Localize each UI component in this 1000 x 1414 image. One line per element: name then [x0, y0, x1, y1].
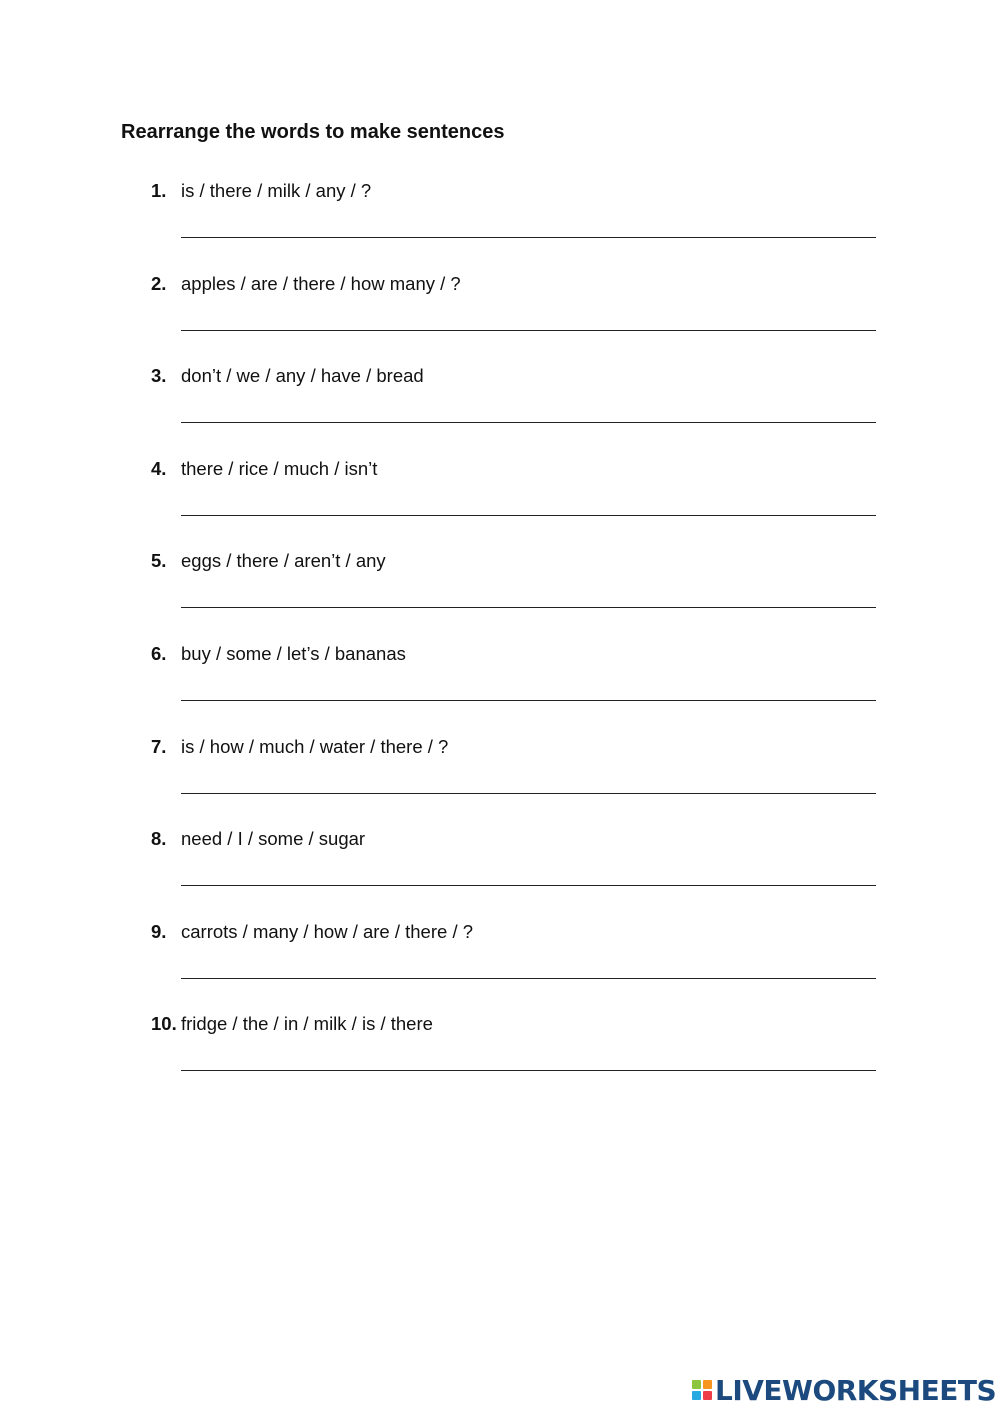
item-number: 8.: [151, 828, 167, 849]
scrambled-words: there / rice / much / isn’t: [181, 458, 378, 479]
exercise-item-5: [0, 550, 1000, 640]
worksheet-title: Rearrange the words to make sentences: [121, 121, 505, 143]
item-number: 2.: [151, 273, 167, 294]
scrambled-words: is / how / much / water / there / ?: [181, 736, 449, 757]
scrambled-words: carrots / many / how / are / there / ?: [181, 921, 474, 942]
exercise-item-6: [0, 643, 1000, 733]
item-number: 7.: [151, 736, 167, 757]
scrambled-words: apples / are / there / how many / ?: [181, 273, 461, 294]
item-number: 4.: [151, 458, 167, 479]
exercise-item-4: [0, 458, 1000, 548]
item-number: 10.: [151, 1013, 177, 1034]
item-number: 5.: [151, 550, 167, 571]
item-number: 1.: [151, 180, 167, 201]
scrambled-words: don’t / we / any / have / bread: [181, 365, 424, 386]
exercise-item-3: [0, 365, 1000, 455]
answer-line[interactable]: [181, 1070, 876, 1071]
item-number: 9.: [151, 921, 167, 942]
answer-line[interactable]: [181, 422, 876, 423]
exercise-item-8: [0, 828, 1000, 918]
answer-line[interactable]: [181, 607, 876, 608]
answer-line[interactable]: [181, 978, 876, 979]
logo-text: LIVEWORKSHEETS: [715, 1373, 997, 1407]
answer-line[interactable]: [181, 700, 876, 701]
item-number: 6.: [151, 643, 167, 664]
exercise-item-2: [0, 273, 1000, 363]
scrambled-words: eggs / there / aren’t / any: [181, 550, 386, 571]
exercise-item-7: [0, 736, 1000, 826]
liveworksheets-logo-icon: [692, 1380, 712, 1400]
answer-line[interactable]: [181, 793, 876, 794]
answer-line[interactable]: [181, 515, 876, 516]
item-number: 3.: [151, 365, 167, 386]
scrambled-words: fridge / the / in / milk / is / there: [181, 1013, 433, 1034]
answer-line[interactable]: [181, 885, 876, 886]
exercise-item-9: [0, 921, 1000, 1011]
scrambled-words: need / I / some / sugar: [181, 828, 366, 849]
scrambled-words: buy / some / let’s / bananas: [181, 643, 406, 664]
scrambled-words: is / there / milk / any / ?: [181, 180, 372, 201]
exercise-item-1: [0, 180, 1000, 270]
answer-line[interactable]: [181, 330, 876, 331]
liveworksheets-logo: [692, 1373, 997, 1407]
exercise-item-10: [0, 1013, 1000, 1103]
answer-line[interactable]: [181, 237, 876, 238]
